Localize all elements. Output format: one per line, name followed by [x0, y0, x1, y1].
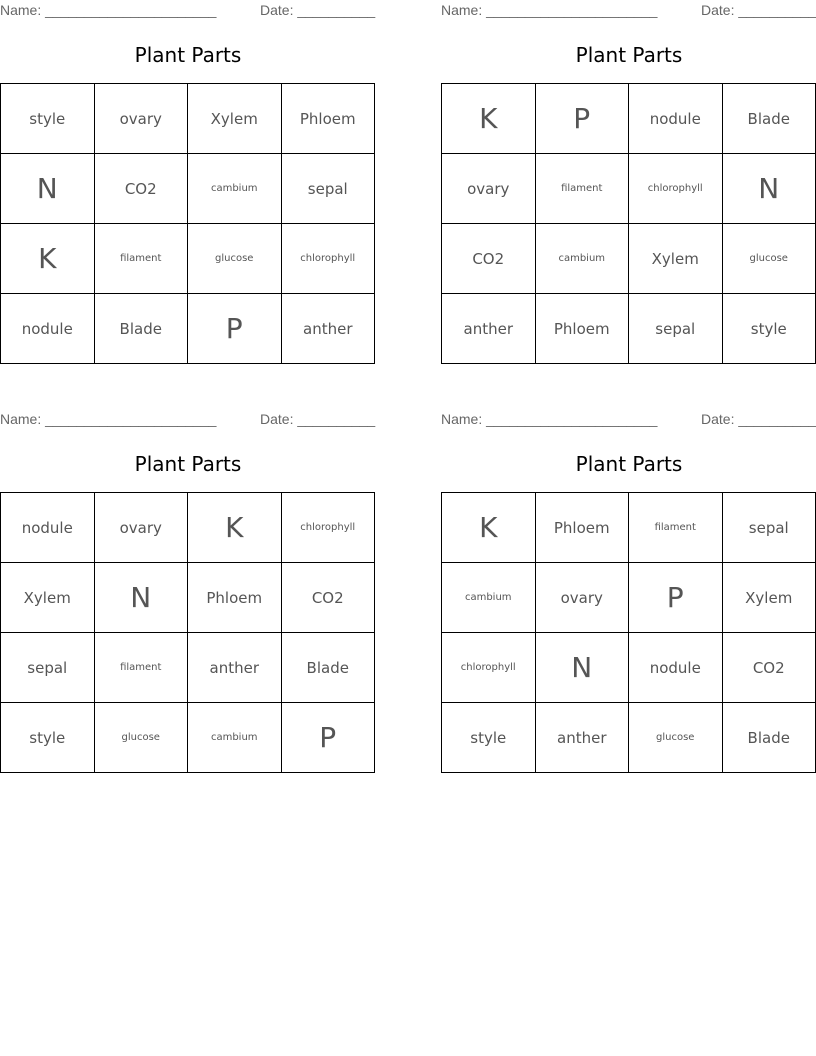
card-title: Plant Parts [575, 452, 683, 476]
name-label: Name: ______________________ [441, 2, 658, 18]
bingo-cell: Blade [723, 84, 816, 154]
bingo-cell: style [723, 294, 816, 364]
bingo-cell: glucose [723, 224, 816, 294]
bingo-cell: cambium [188, 703, 282, 773]
bingo-cell: glucose [629, 703, 723, 773]
bingo-cell: style [1, 703, 95, 773]
bingo-cell: K [442, 84, 536, 154]
bingo-cell: chlorophyll [442, 633, 536, 703]
bingo-cell: cambium [188, 154, 282, 224]
name-label: Name: ______________________ [0, 2, 217, 18]
bingo-cell: CO2 [723, 633, 816, 703]
bingo-cell: nodule [629, 84, 723, 154]
bingo-cell: chlorophyll [629, 154, 723, 224]
bingo-cell: CO2 [282, 563, 376, 633]
card-header [441, 411, 816, 429]
bingo-cell: style [442, 703, 536, 773]
bingo-cell: CO2 [442, 224, 536, 294]
bingo-cell: Xylem [1, 563, 95, 633]
bingo-grid [441, 83, 816, 364]
bingo-cell: K [1, 224, 95, 294]
card-title: Plant Parts [575, 43, 683, 67]
bingo-cell: Blade [723, 703, 816, 773]
card-header [441, 2, 816, 20]
bingo-card-4 [441, 409, 816, 773]
bingo-cell: glucose [95, 703, 189, 773]
bingo-cell: P [188, 294, 282, 364]
bingo-cell: Xylem [723, 563, 816, 633]
bingo-cell: anther [536, 703, 630, 773]
bingo-cell: chlorophyll [282, 493, 376, 563]
date-label: Date: __________ [701, 411, 816, 427]
bingo-cell: anther [442, 294, 536, 364]
bingo-cell: Blade [282, 633, 376, 703]
bingo-cell: P [282, 703, 376, 773]
card-title: Plant Parts [134, 452, 242, 476]
card-header [0, 411, 376, 429]
bingo-cell: P [629, 563, 723, 633]
bingo-cell: ovary [442, 154, 536, 224]
bingo-cell: nodule [629, 633, 723, 703]
bingo-cell: glucose [188, 224, 282, 294]
bingo-cell: Xylem [629, 224, 723, 294]
bingo-grid [0, 492, 375, 773]
card-title: Plant Parts [134, 43, 242, 67]
bingo-cell: cambium [536, 224, 630, 294]
date-label: Date: __________ [701, 2, 816, 18]
card-header [0, 2, 376, 20]
bingo-cell: sepal [629, 294, 723, 364]
bingo-cell: Phloem [536, 493, 630, 563]
bingo-cell: CO2 [95, 154, 189, 224]
bingo-cell: nodule [1, 294, 95, 364]
bingo-cell: N [95, 563, 189, 633]
bingo-cell: ovary [95, 493, 189, 563]
bingo-cell: Phloem [282, 84, 376, 154]
bingo-cell: K [442, 493, 536, 563]
bingo-cell: ovary [536, 563, 630, 633]
bingo-cell: style [1, 84, 95, 154]
bingo-cell: K [188, 493, 282, 563]
bingo-cell: Phloem [536, 294, 630, 364]
date-label: Date: __________ [260, 2, 376, 18]
bingo-cell: N [723, 154, 816, 224]
bingo-cell: chlorophyll [282, 224, 376, 294]
date-label: Date: __________ [260, 411, 376, 427]
bingo-cell: Blade [95, 294, 189, 364]
bingo-cell: filament [95, 224, 189, 294]
bingo-cell: cambium [442, 563, 536, 633]
bingo-grid [441, 492, 816, 773]
bingo-cell: anther [282, 294, 376, 364]
bingo-grid [0, 83, 375, 364]
bingo-cell: filament [629, 493, 723, 563]
bingo-cell: sepal [282, 154, 376, 224]
bingo-cell: nodule [1, 493, 95, 563]
bingo-cell: N [536, 633, 630, 703]
bingo-cell: N [1, 154, 95, 224]
bingo-cell: ovary [95, 84, 189, 154]
bingo-cell: P [536, 84, 630, 154]
bingo-card-1 [0, 0, 376, 364]
bingo-cell: Xylem [188, 84, 282, 154]
bingo-cell: Phloem [188, 563, 282, 633]
bingo-cell: filament [95, 633, 189, 703]
bingo-cell: sepal [723, 493, 816, 563]
bingo-cell: sepal [1, 633, 95, 703]
bingo-cell: anther [188, 633, 282, 703]
bingo-cell: filament [536, 154, 630, 224]
name-label: Name: ______________________ [441, 411, 658, 427]
bingo-card-2 [441, 0, 816, 364]
bingo-card-3 [0, 409, 376, 773]
name-label: Name: ______________________ [0, 411, 217, 427]
